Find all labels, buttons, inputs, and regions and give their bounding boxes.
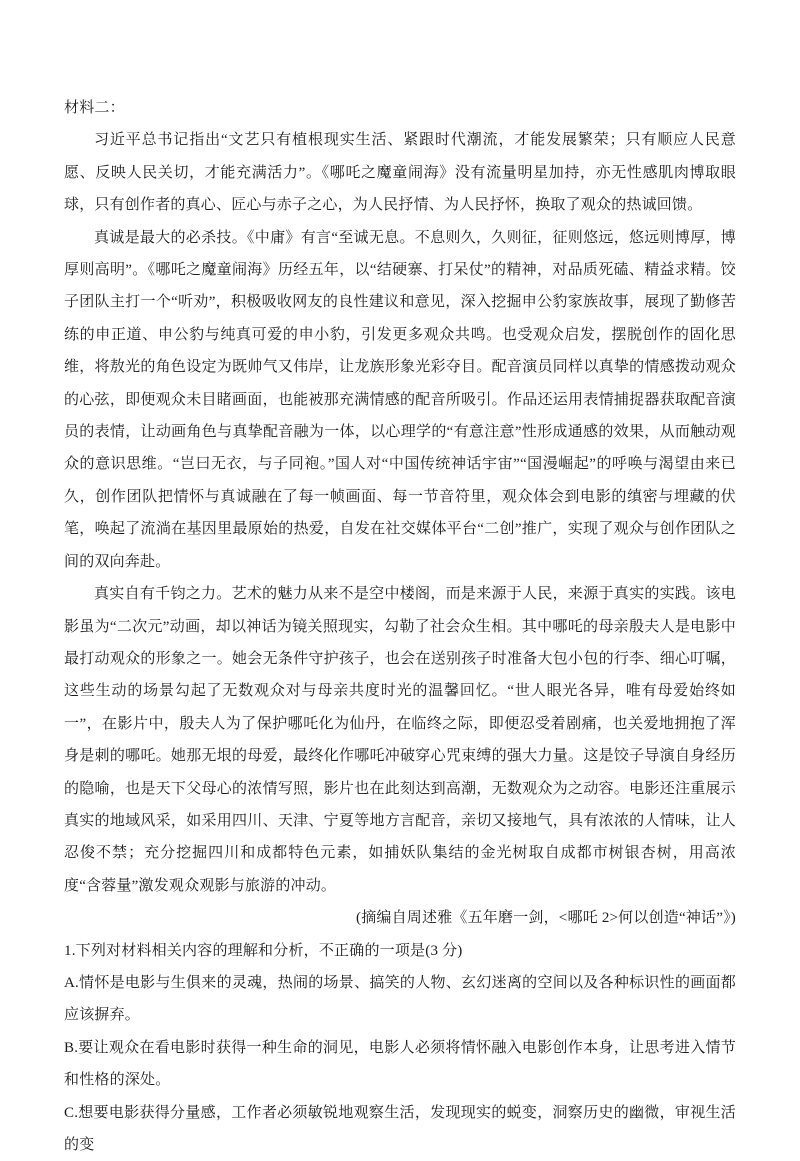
question-1-option-a: A.情怀是电影与生俱来的灵魂，热闹的场景、搞笑的人物、玄幻迷离的空间以及各种标识性的画面都应该摒弃。 bbox=[64, 974, 736, 1024]
question-1-stem: 1.下列对材料相关内容的理解和分析，不正确的一项是(3 分) bbox=[64, 942, 463, 959]
reading-passage bbox=[64, 92, 736, 1161]
passage-paragraph-1: 习近平总书记指出“文艺只有植根现实生活、紧跟时代潮流，才能发展繁荣；只有顺应人民意愿、反映人民关切，才能充满活力”。《哪吒之魔童闹海》没有流量明星加持，亦无性感肌肉博取眼球，只有创作者的真心、匠心与赤子之心，为人民抒情、为人民抒怀，换取了观众的热诚回馈。 bbox=[64, 132, 736, 214]
material-2-heading: 材料二： bbox=[64, 100, 125, 116]
passage-paragraph-3: 真实自有千钧之力。艺术的魅力从来不是空中楼阁，而是来源于人民，来源于真实的实践。该电影虽为“二次元”动画，却以神话为镜关照现实，勾勒了社会众生相。其中哪吒的母亲殷夫人是电影中最打动观众的形象之一。她会无条件守护孩子，也会在送别孩子时准备大包小包的行李、细心叮嘱，这些生动的场景勾起了无数观众对与母亲共度时光的温馨回忆。“世人眼光各异，唯有母爱始终如一”，在影片中，殷夫人为了保护哪吒化为仙丹，在临终之际，即便忍受着剧痛，也关爱地拥抱了浑身是刺的哪吒。她那无垠的母爱，最终化作哪吒冲破穿心咒束缚的强大力量。这是饺子导演自身经历的隐喻，也是天下父母心的浓情写照，影片也在此刻达到高潮，无数观众为之动容。电影还注重展示真实的地域风采，如采用四川、天津、宁夏等地方言配音，亲切又接地气，具有浓浓的人情味，让人忍俊不禁；充分挖掘四川和成都特色元素，如捕妖队集结的金光树取自成都市树银杏树，用高浓度“含蓉量”激发观众观影与旅游的冲动。 bbox=[64, 586, 736, 894]
question-1-option-c: C.想要电影获得分量感，工作者必须敏锐地观察生活，发现现实的蜕变，洞察历史的幽微，审视生活的变 bbox=[64, 1104, 736, 1153]
question-1-option-b: B.要让观众在看电影时获得一种生命的洞见，电影人必须将情怀融入电影创作本身，让思考进入情节和性格的深处。 bbox=[64, 1039, 736, 1089]
source-citation: (摘编自周述雅《五年磨一剑，<哪吒 2>何以创造“神话”》) bbox=[356, 910, 736, 927]
passage-paragraph-2: 真诚是最大的必杀技。《中庸》有言“至诚无息。不息则久，久则征，征则悠远，悠远则博厚，博厚则高明”。《哪吒之魔童闹海》历经五年，以“结硬寨、打呆仗”的精神，对品质死磕、精益求精。饺子团队主打一个“听劝”，积极吸收网友的良性建议和意见，深入挖掘申公豹家族故事，展现了勤修苦练的申正道、申公豹与纯真可爱的申小豹，引发更多观众共鸣。也受观众启发，摆脱创作的固化思维，将敖光的角色设定为既帅气又伟岸，让龙族形象光彩夺目。配音演员同样以真挚的情感拨动观众的心弦，即便观众未目睹画面，也能被那充满情感的配音所吸引。作品还运用表情捕捉器获取配音演员的表情，让动画角色与真挚配音融为一体，以心理学的“有意注意”性形成通感的效果，从而触动观众的意识思维。“岂曰无衣，与子同袍。”国人对“中国传统神话宇宙”“国漫崛起”的呼唤与渴望由来已久，创作团队把情怀与真诚融在了每一帧画面、每一节音符里，观众体会到电影的缜密与埋藏的伏笔，唤起了流淌在基因里最原始的热爱，自发在社交媒体平台“二创”推广，实现了观众与创作团队之间的双向奔赴。 bbox=[64, 229, 736, 570]
